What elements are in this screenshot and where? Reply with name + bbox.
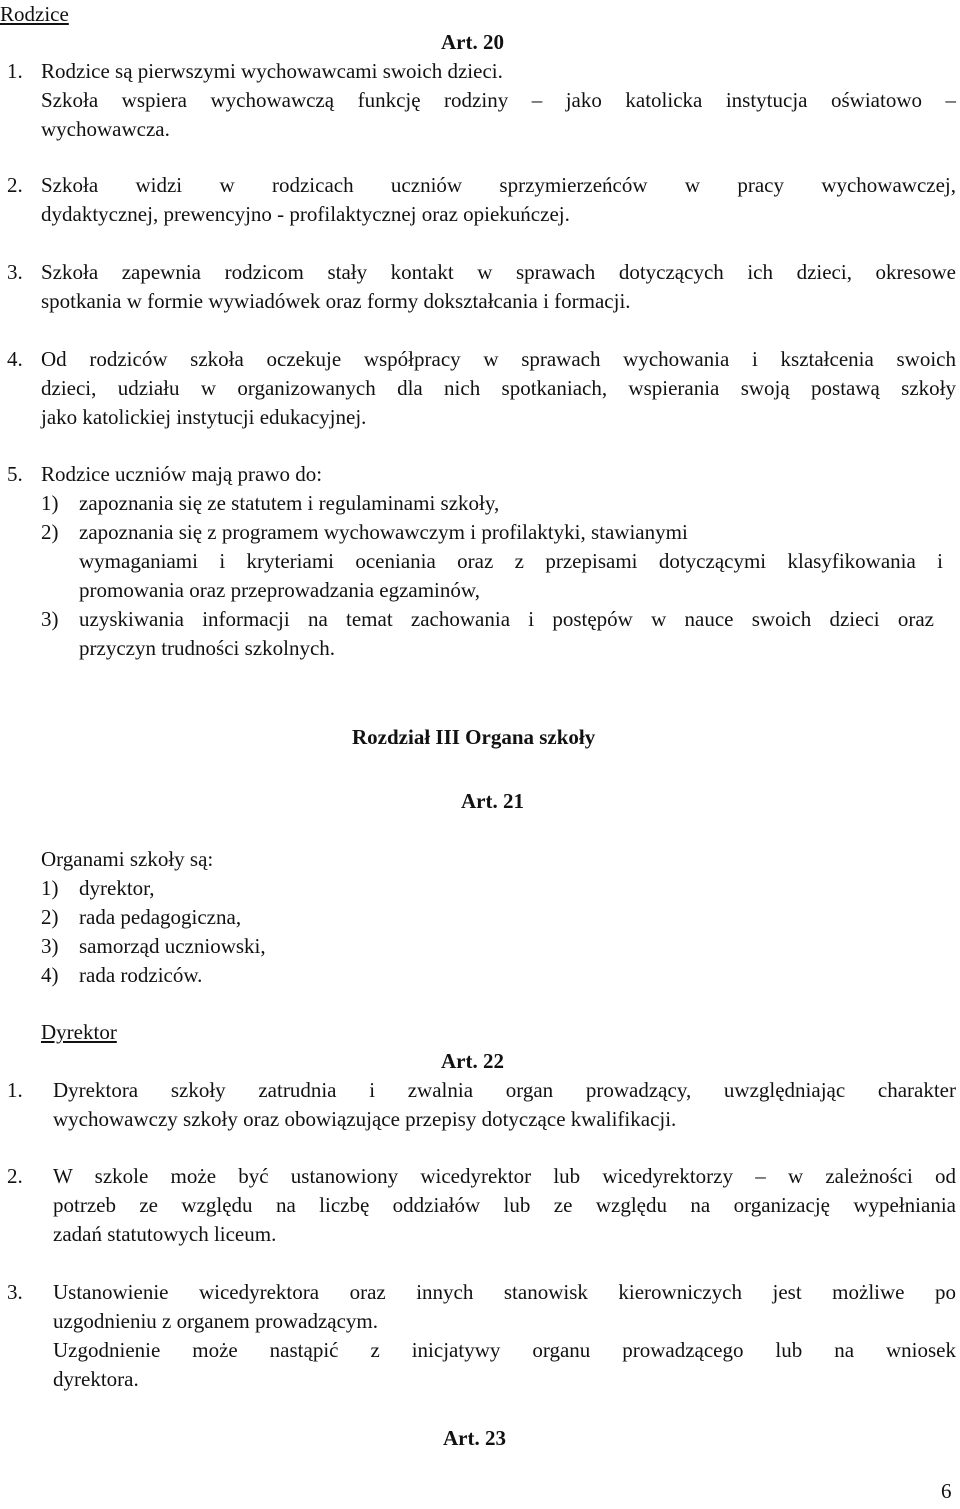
- list-item-number: 3): [41, 934, 59, 958]
- paragraph-line: dydaktycznej, prewencyjno - profilaktycznej oraz opiekuńczej.: [41, 202, 570, 226]
- paragraph-line: spotkania w formie wywiadówek oraz formy dokształcania i formacji.: [41, 289, 631, 313]
- list-item: dyrektor,: [79, 876, 155, 900]
- list-item-number: 2): [41, 905, 59, 929]
- paragraph-line: Rodzice są pierwszymi wychowawcami swoich dzieci.: [41, 59, 503, 83]
- paragraph-line: Szkoła zapewnia rodzicom stały kontakt w sprawach dotyczących ich dzieci, okresowe: [41, 260, 956, 284]
- paragraph-line: zadań statutowych liceum.: [53, 1222, 277, 1246]
- art-23-heading: Art. 23: [443, 1426, 506, 1450]
- paragraph-line: Uzgodnienie może nastąpić z inicjatywy organu prowadzącego lub na wniosek: [53, 1338, 956, 1362]
- paragraph-number: 5.: [7, 462, 23, 486]
- list-item: rada pedagogiczna,: [79, 905, 242, 929]
- section-heading-dyrektor: Dyrektor: [41, 1020, 117, 1044]
- list-item: samorząd uczniowski,: [79, 934, 266, 958]
- paragraph-number: 1.: [7, 59, 23, 83]
- paragraph-number: 2.: [7, 1164, 23, 1188]
- paragraph-line: wychowawcza.: [41, 117, 170, 141]
- paragraph-line: Ustanowienie wicedyrektora oraz innych stanowisk kierowniczych jest możliwe po: [53, 1280, 956, 1304]
- list-item: zapoznania się ze statutem i regulaminami szkoły,: [79, 491, 500, 515]
- list-item-line: wymaganiami i kryteriami oceniania oraz z przepisami dotyczącymi klasyfikowania i: [79, 549, 943, 573]
- paragraph-line: potrzeb ze względu na liczbę oddziałów lub ze względu na organizację wypełniania: [53, 1193, 956, 1217]
- paragraph-line: dzieci, udziału w organizowanych dla nich spotkaniach, wspierania swoją postawą szkoły: [41, 376, 956, 400]
- paragraph-line: wychowawczy szkoły oraz obowiązujące przepisy dotyczące kwalifikacji.: [53, 1107, 677, 1131]
- list-item-number: 3): [41, 607, 59, 631]
- paragraph-line: dyrektora.: [53, 1367, 139, 1391]
- list-item: uzyskiwania informacji na temat zachowania i postępów w nauce swoich dzieci oraz: [79, 607, 934, 631]
- paragraph-intro: Rodzice uczniów mają prawo do:: [41, 462, 323, 486]
- section-heading-rodzice: Rodzice: [0, 2, 69, 26]
- list-item-number: 4): [41, 963, 59, 987]
- paragraph-number: 3.: [7, 260, 23, 284]
- art-20-heading: Art. 20: [441, 30, 504, 54]
- paragraph-line: Dyrektora szkoły zatrudnia i zwalnia organ prowadzący, uwzględniając charakter: [53, 1078, 956, 1102]
- list-item: zapoznania się z programem wychowawczym i profilaktyki, stawianymi: [79, 520, 688, 544]
- paragraph-line: uzgodnieniu z organem prowadzącym.: [53, 1309, 378, 1333]
- paragraph-number: 4.: [7, 347, 23, 371]
- list-item-line: promowania oraz przeprowadzania egzaminów,: [79, 578, 480, 602]
- art-22-heading: Art. 22: [441, 1049, 504, 1073]
- paragraph-number: 1.: [7, 1078, 23, 1102]
- list-item-number: 1): [41, 491, 59, 515]
- paragraph-number: 3.: [7, 1280, 23, 1304]
- paragraph-line: jako katolickiej instytucji edukacyjnej.: [41, 405, 367, 429]
- list-item-number: 1): [41, 876, 59, 900]
- paragraph-line: Od rodziców szkoła oczekuje współpracy w sprawach wychowania i kształcenia swoich: [41, 347, 956, 371]
- paragraph-line: Szkoła widzi w rodzicach uczniów sprzymierzeńców w pracy wychowawczej,: [41, 173, 956, 197]
- list-item-line: przyczyn trudności szkolnych.: [79, 636, 336, 660]
- paragraph-number: 2.: [7, 173, 23, 197]
- list-item: rada rodziców.: [79, 963, 203, 987]
- paragraph-line: Szkoła wspiera wychowawczą funkcję rodziny – jako katolicka instytucja oświatowo –: [41, 88, 956, 112]
- chapter-title: Rozdział III Organa szkoły: [352, 725, 596, 749]
- list-item-number: 2): [41, 520, 59, 544]
- page-number: 6: [941, 1479, 952, 1503]
- paragraph-line: W szkole może być ustanowiony wicedyrektor lub wicedyrektorzy – w zależności od: [53, 1164, 956, 1188]
- art-21-heading: Art. 21: [461, 789, 524, 813]
- list-intro: Organami szkoły są:: [41, 847, 214, 871]
